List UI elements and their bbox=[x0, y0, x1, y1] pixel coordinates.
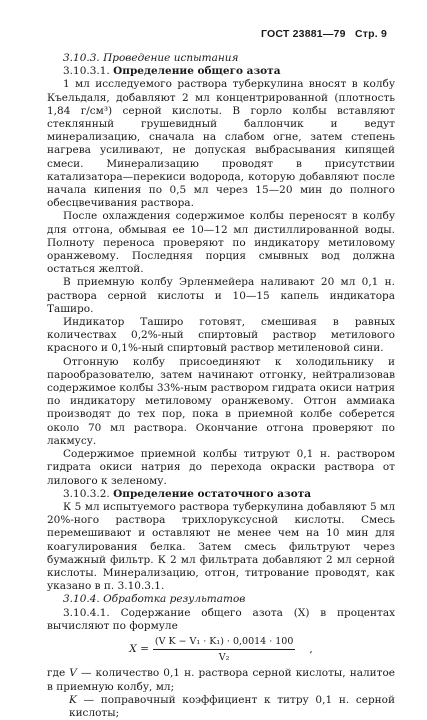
formula-fraction bbox=[153, 635, 296, 664]
section-3-10-3-2 bbox=[47, 488, 395, 501]
section-heading-3-10-3: 3.10.3. Проведение испытания bbox=[63, 52, 239, 64]
formula bbox=[47, 635, 395, 664]
definition-text: — поправочный коэффициент к титру 0,1 н. серной кислоты; bbox=[69, 693, 395, 719]
definition-k bbox=[47, 694, 395, 720]
section-heading: Определение общего азота bbox=[113, 65, 281, 78]
section-number: 3.10.3.1. bbox=[63, 65, 110, 78]
section-heading-3-10-4: 3.10.4. Обработка результатов bbox=[63, 593, 246, 606]
definition-symbol: V bbox=[69, 667, 77, 680]
paragraph: Содержимое приемной колбы титруют 0,1 н. раствором гидрата окиси натрия до перехода окраски раствора от лилового к зеленому. bbox=[47, 448, 395, 487]
document-body bbox=[47, 52, 395, 720]
paragraph: После охлаждения содержимое колбы переносят в колбу для отгона, обмывая ее 10—12 мл дистиллированной воды. Полноту переноса проверяют по индикатору метиловому оранжевому. Последняя порция смывных вод должна остаться желтой. bbox=[47, 210, 395, 276]
definition-text: — количество 0,1 н. раствора серной кислоты, налитое в приемную колбу, мл; bbox=[47, 667, 395, 693]
page-header bbox=[261, 28, 387, 40]
paragraph: В приемную колбу Эрленмейера наливают 20 мл 0,1 н. раствора серной кислоты и 10—15 капель индикатора Таширо. bbox=[47, 276, 395, 315]
definition-symbol: K bbox=[69, 693, 77, 706]
formula-numerator: (V K − V₁ · K₁) · 0,0014 · 100 bbox=[153, 635, 296, 650]
definition-v bbox=[47, 667, 395, 693]
page-number: Стр. 9 bbox=[354, 28, 387, 40]
definition-prefix: где bbox=[47, 667, 66, 680]
paragraph: Отгонную колбу присоединяют к холодильнику и парообразователю, затем начинают отгонку, нейтрализовав содержимое колбы 33%-ным раствором гидрата окиси натрия по индикатору метиловому оранжевому. Отгон аммиака производят до тех пор, пока в приемной колбе соберется около 70 мл раствора. Окончание отгона проверяют по лакмусу. bbox=[47, 355, 395, 447]
paragraph: Индикатор Таширо готовят, смешивая в равных количествах 0,2%-ный спиртовый раствор метилового красного и 0,1%-ный спиртовый раствор метиленовой сини. bbox=[47, 316, 395, 355]
section-3-10-3-1 bbox=[47, 65, 395, 78]
formula-denominator: V₂ bbox=[218, 652, 230, 664]
gost-number: ГОСТ 23881—79 bbox=[261, 28, 346, 40]
paragraph: К 5 мл испытуемого раствора туберкулина добавляют 5 мл 20%-ного раствора трихлоруксусной кислоты. Смесь перемешивают и оставляют не менее чем на 10 мин для коагулирования белка. Затем смесь фильтруют через бумажный фильтр. К 2 мл фильтрата добавляют 2 мл серной кислоты. Минерализацию, отгон, титрование проводят, как указано в п. 3.10.3.1. bbox=[47, 500, 395, 593]
formula-lhs: X = bbox=[129, 643, 149, 656]
section-heading: Определение остаточного азота bbox=[113, 487, 312, 500]
paragraph: 3.10.4.1. Содержание общего азота (X) в процентах вычисляют по формуле bbox=[47, 606, 395, 632]
section-number: 3.10.3.2. bbox=[63, 487, 110, 500]
formula-tail: , bbox=[309, 643, 313, 656]
paragraph: 1 мл исследуемого раствора туберкулина вносят в колбу Къельдаля, добавляют 2 мл концентрированной (плотность 1,84 г/см³) серной кислоты. В горло колбы вставляют стеклянный грушевидный баллончик и ведут минерализацию, сначала на слабом огне, затем степень нагрева усиливают, не допуская выбрасывания кипящей смеси. Минерализацию проводят в присутствии катализатора—перекиси водорода, которую добавляют после начала кипения по 0,5 мл через 15—20 мин до полного обесцвечивания раствора. bbox=[47, 78, 395, 210]
